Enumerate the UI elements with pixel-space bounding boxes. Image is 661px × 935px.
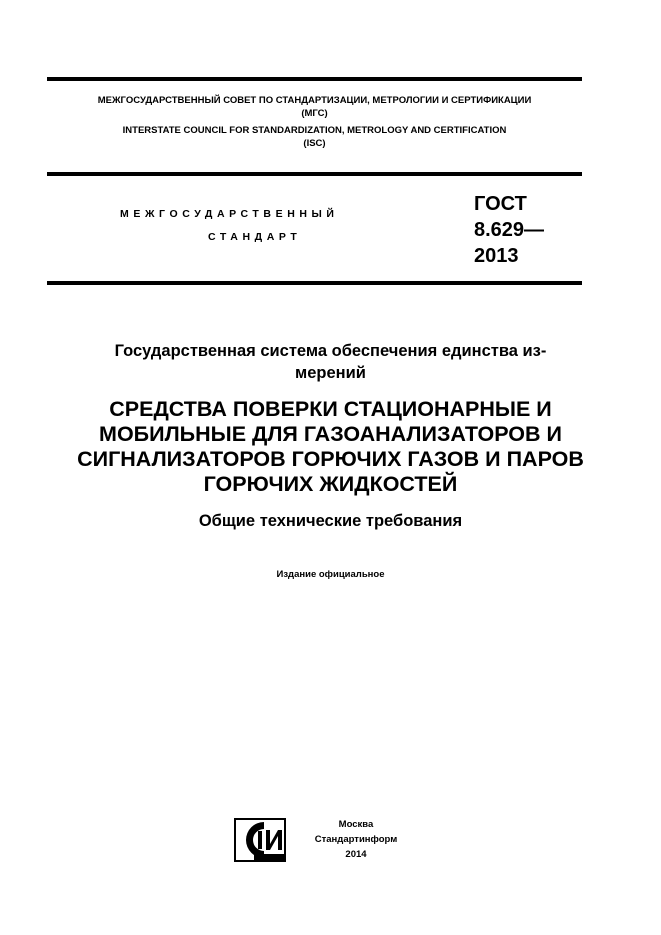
- council-abbr-en: (ISC): [303, 138, 326, 149]
- council-abbr-ru: (МГС): [301, 108, 328, 119]
- series-line2: мерений: [295, 364, 366, 382]
- gost-code: [474, 191, 544, 269]
- standard-type-line1: МЕЖГОСУДАРСТВЕННЫЙ: [120, 208, 339, 220]
- publisher-year: 2014: [345, 849, 367, 860]
- standartinform-logo-icon: [234, 818, 286, 862]
- publisher-info: [296, 817, 416, 862]
- logo-graphic: [234, 818, 286, 862]
- council-name-en: INTERSTATE COUNCIL FOR STANDARDIZATION, METROLOGY AND CERTIFICATION: [122, 125, 507, 136]
- council-rule: [47, 172, 582, 176]
- standard-series: [40, 340, 621, 384]
- edition-note: Издание официальное: [276, 569, 385, 580]
- document-title: [40, 397, 621, 497]
- series-line1: Государственная система обеспечения единства из-: [114, 342, 547, 360]
- title-line4: ГОРЮЧИХ ЖИДКОСТЕЙ: [203, 472, 458, 496]
- standard-type-line2: СТАНДАРТ: [208, 231, 302, 243]
- standard-rule: [47, 281, 582, 285]
- document-subtitle: Общие технические требования: [198, 512, 463, 530]
- title-line1: СРЕДСТВА ПОВЕРКИ СТАЦИОНАРНЫЕ И: [109, 397, 552, 421]
- council-name-ru: МЕЖГОСУДАРСТВЕННЫЙ СОВЕТ ПО СТАНДАРТИЗАЦИИ, МЕТРОЛОГИИ И СЕРТИФИКАЦИИ: [97, 95, 532, 106]
- top-rule: [47, 77, 582, 81]
- publisher-name: Стандартинформ: [314, 834, 398, 845]
- gost-code-line3: 2013: [474, 245, 519, 267]
- title-line2: МОБИЛЬНЫЕ ДЛЯ ГАЗОАНАЛИЗАТОРОВ И: [99, 422, 562, 446]
- gost-code-line1: ГОСТ: [474, 193, 527, 215]
- gost-code-line2: 8.629—: [474, 219, 545, 241]
- publisher-city: Москва: [338, 819, 374, 830]
- title-line3: СИГНАЛИЗАТОРОВ ГОРЮЧИХ ГАЗОВ И ПАРОВ: [77, 447, 584, 471]
- council-header: [47, 94, 582, 150]
